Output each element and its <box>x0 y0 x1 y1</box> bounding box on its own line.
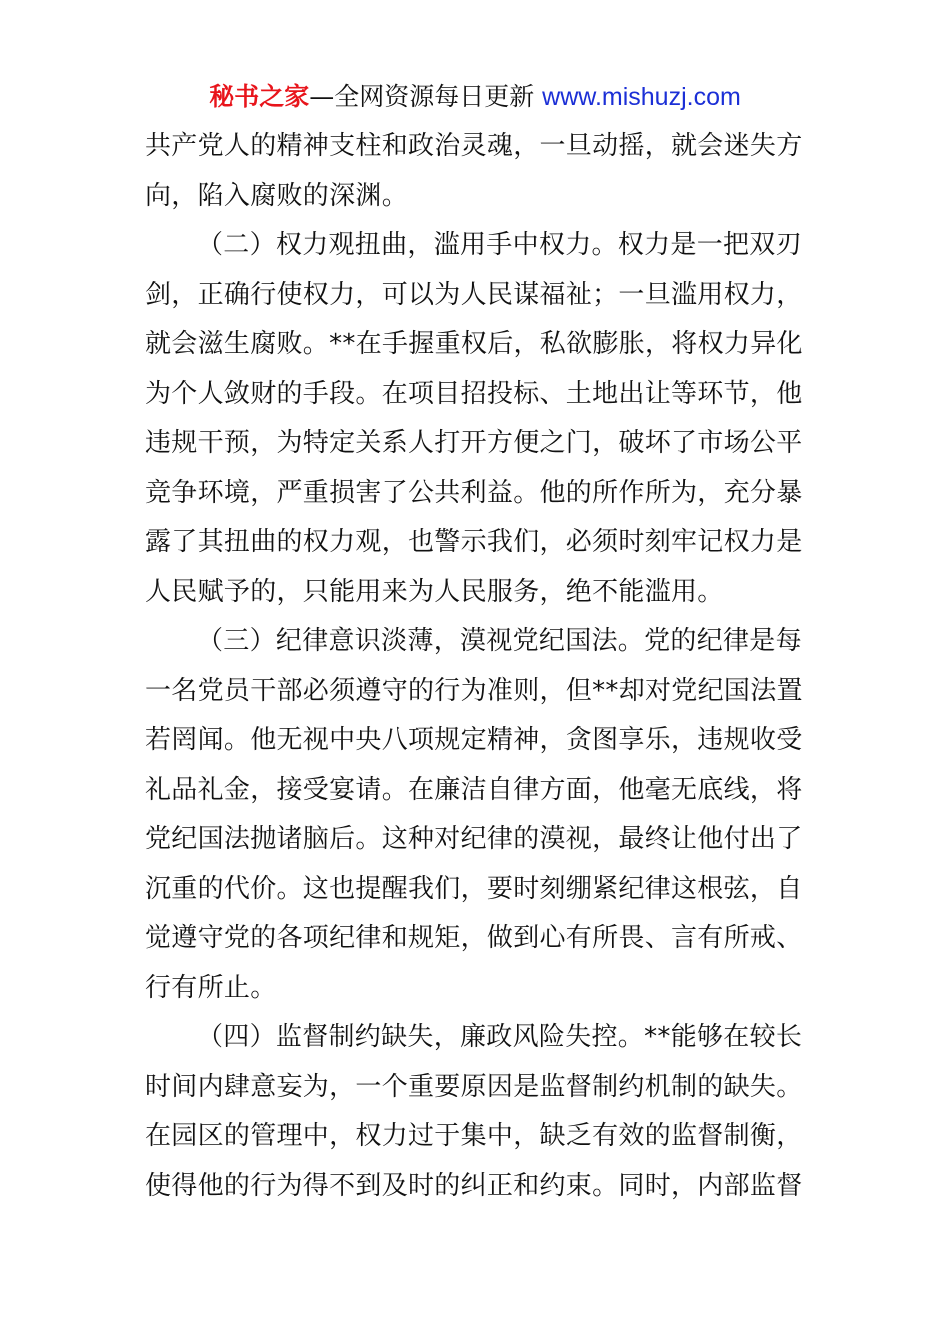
text-line: 向，陷入腐败的深渊。 <box>145 180 409 211</box>
text-line: 时间内肆意妄为，一个重要原因是监督制约机制的缺失。 <box>145 1071 803 1102</box>
text-line: 就会滋生腐败。**在手握重权后，私欲膨胀，将权力异化 <box>145 329 803 359</box>
text-line: 共产党人的精神支柱和政治灵魂，一旦动摇，就会迷失方 <box>145 131 803 161</box>
text-line: 为个人敛财的手段。在项目招投标、土地出让等环节，他 <box>145 378 803 409</box>
site-brand: 秘书之家 <box>209 82 310 111</box>
text-line: 露了其扭曲的权力观，也警示我们，必须时刻牢记权力是 <box>145 527 803 557</box>
text-line: 觉遵守党的各项纪律和规矩，做到心有所畏、言有所戒、 <box>145 923 803 953</box>
text-line: 人民赋予的，只能用来为人民服务，绝不能滥用。 <box>145 576 724 607</box>
section-heading-line: （四）监督制约缺失，廉政风险失控。**能够在较长 <box>197 1022 803 1052</box>
text-line: 一名党员干部必须遵守的行为准则，但**却对党纪国法置 <box>145 675 803 706</box>
text-line: 礼品礼金，接受宴请。在廉洁自律方面，他毫无底线，将 <box>145 774 803 805</box>
site-url-link[interactable]: www.mishuzj.com <box>542 83 741 111</box>
section-heading-line: （二）权力观扭曲，滥用手中权力。权力是一把双刃 <box>197 230 802 260</box>
text-line: 在园区的管理中，权力过于集中，缺乏有效的监督制衡， <box>145 1121 803 1151</box>
text-line: 若罔闻。他无视中央八项规定精神，贪图享乐，违规收受 <box>145 725 803 755</box>
text-line: 违规干预，为特定关系人打开方便之门，破坏了市场公平 <box>145 428 803 458</box>
text-line: 党纪国法抛诸脑后。这种对纪律的漠视，最终让他付出了 <box>145 824 803 854</box>
text-line: 行有所止。 <box>145 972 277 1003</box>
text-line: 沉重的代价。这也提醒我们，要时刻绷紧纪律这根弦，自 <box>145 873 803 904</box>
text-line: 竞争环境，严重损害了公共利益。他的所作所为，充分暴 <box>145 477 803 508</box>
document-body <box>145 122 809 1211</box>
site-slogan: —全网资源每日更新 <box>309 82 543 111</box>
site-header <box>0 80 950 114</box>
section-heading-line: （三）纪律意识淡薄，漠视党纪国法。党的纪律是每 <box>197 626 802 656</box>
text-line: 剑，正确行使权力，可以为人民谋福祉；一旦滥用权力， <box>145 279 803 310</box>
text-line: 使得他的行为得不到及时的纠正和约束。同时，内部监督 <box>145 1170 803 1201</box>
